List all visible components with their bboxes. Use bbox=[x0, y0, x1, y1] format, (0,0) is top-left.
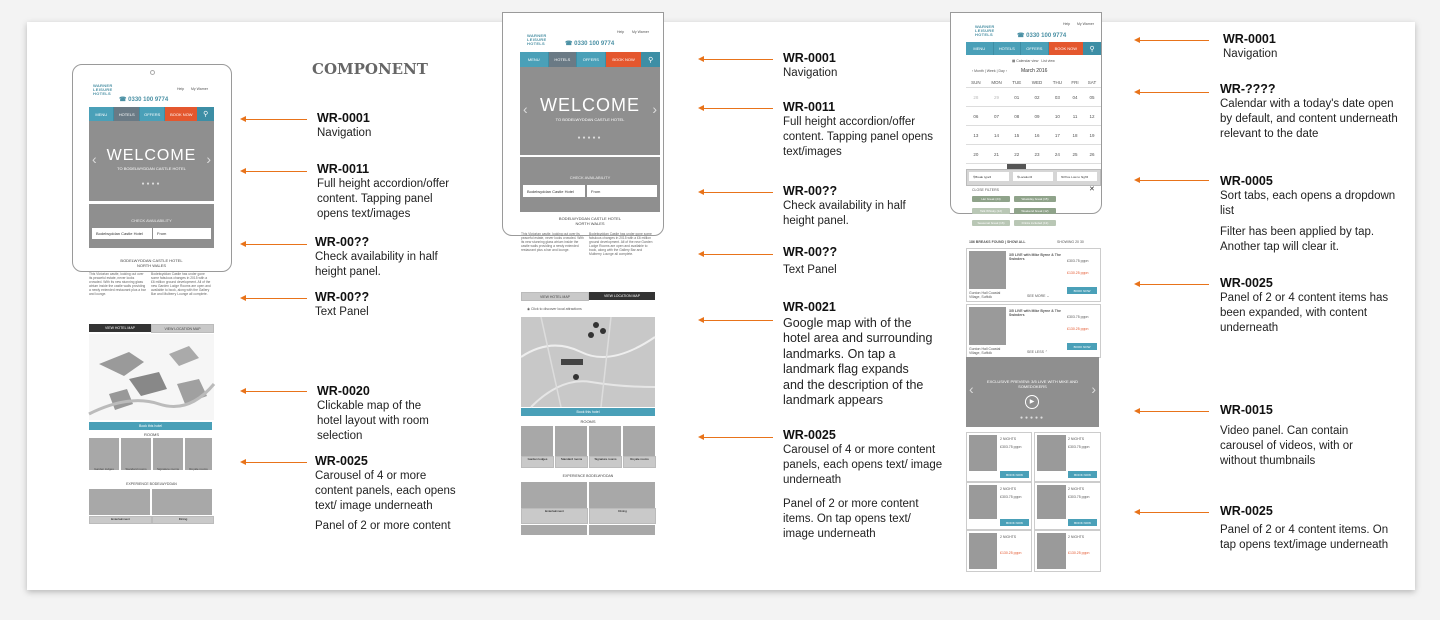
camera-dot bbox=[150, 70, 155, 75]
calendar-day[interactable]: 29 bbox=[986, 88, 1008, 107]
book-now-button[interactable]: BOOK NOW bbox=[1000, 519, 1029, 526]
chevron-left-icon[interactable]: ‹ bbox=[92, 151, 97, 167]
deal-save: £130.25 pppn bbox=[1067, 271, 1089, 275]
tab-location-map[interactable]: VIEW LOCATION MAP bbox=[151, 324, 214, 333]
wireframe-sheet bbox=[27, 22, 1415, 590]
calendar-week bbox=[966, 145, 1101, 164]
close-icon[interactable]: ✕ bbox=[1089, 186, 1095, 193]
annotation-arrow bbox=[703, 192, 773, 193]
annotation-arrow bbox=[245, 119, 307, 120]
nav-menu[interactable]: MENU bbox=[89, 107, 114, 121]
book-hotel-button[interactable]: Book this hotel bbox=[89, 422, 212, 430]
check-availability-title: CHECK AVAILABILITY bbox=[131, 218, 172, 223]
nav-book-now[interactable]: BOOK NOW bbox=[165, 107, 198, 121]
deal-image bbox=[969, 307, 1006, 345]
annotation-video-panel: WR-0015 Video panel. Can contain carousel of videos, with or without thumbnails bbox=[1220, 403, 1353, 467]
calendar-day[interactable]: 28 bbox=[966, 88, 986, 107]
carousel-dots[interactable]: ●●●●● bbox=[1019, 415, 1046, 421]
room-label: Standard rooms bbox=[555, 456, 588, 468]
weekday: TUE bbox=[1007, 77, 1026, 88]
deal-save: £130.25 pppn bbox=[1068, 551, 1090, 555]
calendar-day[interactable]: 22 bbox=[1007, 145, 1026, 164]
calendar-week bbox=[966, 107, 1101, 126]
tab-hotel-map[interactable]: VIEW HOTEL MAP bbox=[89, 324, 151, 332]
weekday: MON bbox=[986, 77, 1008, 88]
calendar-day[interactable]: 03 bbox=[1048, 88, 1067, 107]
calendar-day[interactable]: 02 bbox=[1026, 88, 1048, 107]
filter-chip[interactable]: Drinks included (13) bbox=[1014, 220, 1056, 226]
filter-chip[interactable]: Weekday break (15) bbox=[1014, 196, 1056, 202]
calendar-day[interactable]: 24 bbox=[1048, 145, 1067, 164]
deal-image bbox=[969, 533, 997, 569]
deal-card[interactable] bbox=[966, 248, 1101, 302]
book-now-button[interactable]: BOOK NOW bbox=[1068, 471, 1097, 478]
room-label: Garden lodges bbox=[521, 456, 554, 468]
hotel-name: Gunton Hall Coastal Village, Suffolk bbox=[969, 291, 1001, 299]
calendar-day[interactable]: 18 bbox=[1067, 126, 1083, 145]
deal-title: 3/5 LIVE with Mike Byrne & The Swinders bbox=[1009, 309, 1061, 317]
deal-price: £303.75 pppn bbox=[1067, 259, 1089, 263]
hero-subtitle: TO BODELWYDDAN CASTLE HOTEL bbox=[555, 117, 625, 122]
deal-nights: 2 NIGHTS bbox=[1068, 535, 1085, 539]
annotation-availability: WR-00?? Check availability in half height panel. bbox=[315, 235, 438, 278]
calendar-day[interactable]: 08 bbox=[1007, 107, 1026, 126]
calendar-day[interactable]: 07 bbox=[986, 107, 1008, 126]
calendar-day[interactable]: 15 bbox=[1007, 126, 1026, 145]
book-now-button[interactable]: BOOK NOW bbox=[1067, 343, 1097, 350]
text-panel-left: This Victorian castle, looking out over its peaceful estate, never looks crowded. With its new stunning glass atrium inside the castle walls providing a newly extended restaurant plus a bar and lounge. bbox=[521, 232, 584, 252]
room-label: Signature rooms bbox=[156, 467, 179, 471]
calendar-month: March 2016 bbox=[1021, 68, 1048, 74]
annotation-location-map: WR-0021 Google map with of the hotel area and surrounding landmarks. On tap a landmark flag expands and the description of the landmark appears bbox=[783, 300, 933, 407]
annotation-arrow bbox=[245, 298, 307, 299]
experience-card[interactable] bbox=[589, 525, 655, 535]
deal-price: £303.75 pppn bbox=[1000, 445, 1022, 449]
help-link[interactable]: Help bbox=[177, 87, 185, 91]
deal-price: £303.75 pppn bbox=[1067, 315, 1089, 319]
search-icon[interactable]: ⚲ bbox=[1084, 42, 1101, 55]
nav-menu[interactable]: MENU bbox=[520, 52, 549, 67]
annotation-arrow bbox=[245, 171, 307, 172]
calendar-day[interactable]: 12 bbox=[1083, 107, 1101, 126]
deal-save: £130.25 pppn bbox=[1067, 327, 1089, 331]
filter-chip[interactable]: Talk Whisky (12) bbox=[972, 208, 1010, 214]
search-icon[interactable]: ⚲ bbox=[642, 52, 660, 67]
calendar-day[interactable]: 09 bbox=[1026, 107, 1048, 126]
annotation-text-panel: WR-00?? Text Panel bbox=[315, 290, 370, 318]
nav-offers[interactable]: OFFERS bbox=[140, 107, 165, 121]
room-label: Royale rooms bbox=[189, 467, 208, 471]
experience-card[interactable] bbox=[589, 482, 655, 508]
pagination[interactable]: SHOWING 20 30 bbox=[1057, 240, 1084, 244]
deal-image bbox=[1037, 485, 1066, 519]
weekday: THU bbox=[1048, 77, 1067, 88]
hero-panel[interactable] bbox=[520, 67, 660, 155]
annotation-arrow bbox=[703, 320, 773, 321]
carousel-dots[interactable]: ●●●● bbox=[141, 181, 162, 187]
text-panel-right: Bodelwyddan Castle has under gone some fabulous changes in 2015 with a £6 million ground development. All of the new Garden Lodge Rooms are open and available to book, along with the Gallery Bar and Mulberry Lounge all complete. bbox=[589, 232, 653, 256]
weekday: SUN bbox=[966, 77, 986, 88]
brand-logo: WARNER LEISURE HOTELS bbox=[527, 33, 547, 46]
deal-nights: 2 NIGHTS bbox=[1068, 487, 1085, 491]
sort-location[interactable]: ⚲ Location ▾ bbox=[1013, 172, 1053, 181]
experience-label: Dining bbox=[152, 516, 214, 524]
chevron-right-icon[interactable]: › bbox=[1091, 381, 1096, 397]
my-warner-link[interactable]: My Warner bbox=[1077, 22, 1094, 26]
annotation-arrow bbox=[1139, 92, 1209, 93]
calendar-day[interactable]: 25 bbox=[1067, 145, 1083, 164]
text-panel-left: This Victorian castle, looking out over its peaceful estate, never looks crowded. With its new stunning glass atrium inside the castle walls providing a newly extended restaurant plus a bar and lounge. bbox=[89, 272, 146, 296]
hero-panel[interactable] bbox=[89, 121, 214, 201]
calendar-day[interactable]: 05 bbox=[1083, 88, 1101, 107]
experience-label: Entertainment bbox=[89, 516, 152, 524]
annotation-availability: WR-00?? Check availability in half height panel. bbox=[783, 184, 906, 227]
check-availability-title: CHECK AVAILABILITY bbox=[569, 175, 611, 180]
close-filters-label[interactable]: CLOSE FILTERS bbox=[972, 188, 999, 192]
deal-image bbox=[969, 485, 997, 519]
nav-hotels[interactable]: HOTELS bbox=[994, 42, 1022, 55]
from-date-field[interactable]: From bbox=[587, 185, 657, 197]
nav-menu[interactable]: MENU bbox=[966, 42, 994, 55]
brand-logo: WARNER LEISURE HOTELS bbox=[975, 24, 995, 37]
hotel-title: BODELWYDDAN CASTLE HOTEL NORTH WALES bbox=[120, 258, 183, 268]
phone-number[interactable]: ☎ 0330 100 9774 bbox=[119, 97, 169, 103]
see-less-link[interactable]: SEE LESS ⌃ bbox=[1027, 350, 1048, 354]
annotation-calendar: WR-???? Calendar with a today's date open by default, and content underneath relevant to the date bbox=[1220, 82, 1398, 140]
main-navigation bbox=[89, 107, 214, 121]
carousel-dots[interactable]: ●●●●● bbox=[577, 135, 603, 141]
calendar-period-tabs[interactable]: ‹ Month | Week | Day › bbox=[972, 69, 1007, 73]
room-card[interactable] bbox=[623, 426, 655, 456]
phone-number[interactable]: ☎ 0330 100 9774 bbox=[565, 41, 615, 47]
book-now-button[interactable]: BOOK NOW bbox=[1068, 519, 1097, 526]
calendar-week bbox=[966, 126, 1101, 145]
room-card[interactable] bbox=[589, 426, 621, 456]
deal-price: £303.75 pppn bbox=[1068, 445, 1090, 449]
annotation-arrow bbox=[245, 462, 307, 463]
weekday: FRI bbox=[1067, 77, 1083, 88]
calendar-day[interactable]: 14 bbox=[986, 126, 1008, 145]
chevron-right-icon[interactable]: › bbox=[652, 101, 657, 117]
nav-offers[interactable]: OFFERS bbox=[577, 52, 606, 67]
annotation-arrow bbox=[1139, 284, 1209, 285]
calendar-day[interactable]: 17 bbox=[1048, 126, 1067, 145]
chevron-left-icon[interactable]: ‹ bbox=[969, 381, 974, 397]
deal-image bbox=[969, 251, 1006, 289]
main-navigation bbox=[966, 42, 1101, 55]
annotation-rooms-carousel: WR-0025 Carousel of 4 or more content panels, each opens text/ image underneath Panel of 2 or more content bbox=[315, 454, 456, 532]
nav-offers[interactable]: OFFERS bbox=[1021, 42, 1049, 55]
sort-break-type[interactable]: ⚲ Break type ▾ bbox=[969, 172, 1009, 181]
calendar-day[interactable]: 23 bbox=[1026, 145, 1048, 164]
calendar-day[interactable]: 19 bbox=[1083, 126, 1101, 145]
weekday: WED bbox=[1026, 77, 1048, 88]
calendar-week bbox=[966, 88, 1101, 107]
calendar-day[interactable]: 21 bbox=[986, 145, 1008, 164]
view-toggle[interactable]: ▦ Calendar view List view bbox=[1012, 59, 1055, 63]
annotation-nav: WR-0001 Navigation bbox=[1223, 32, 1278, 60]
annotation-text-panel: WR-00?? Text Panel bbox=[783, 245, 838, 276]
room-card[interactable] bbox=[555, 426, 587, 456]
annotation-arrow bbox=[1139, 180, 1209, 181]
hero-welcome: WELCOME bbox=[106, 147, 197, 164]
annotation-hotel-map: WR-0020 Clickable map of the hotel layout with room selection bbox=[317, 384, 429, 442]
rooms-heading: ROOMS bbox=[143, 432, 160, 437]
hero-welcome: WELCOME bbox=[539, 95, 640, 115]
room-label: Garden lodges bbox=[94, 467, 114, 471]
deal-card-small[interactable] bbox=[1034, 432, 1101, 482]
my-warner-link[interactable]: My Warner bbox=[632, 30, 649, 34]
my-warner-link[interactable]: My Warner bbox=[191, 87, 208, 91]
annotation-arrow bbox=[703, 108, 773, 109]
filter-chip[interactable]: Her break (24) bbox=[972, 196, 1010, 202]
annotation-arrow bbox=[245, 244, 307, 245]
calendar-day[interactable]: 10 bbox=[1048, 107, 1067, 126]
calendar-day[interactable]: 16 bbox=[1026, 126, 1048, 145]
deal-image bbox=[969, 435, 997, 471]
annotation-expanded-panel: WR-0025 Panel of 2 or 4 content items has been expanded, with content underneath bbox=[1220, 276, 1389, 334]
text-panel-right: Bodelwyddan Castle has under gone some fabulous changes in 2015 with a £6 million ground development. All of the new Garden Lodge Rooms are open and available to book, along with the Gallery Bar and Mulberry Lounge all complete. bbox=[151, 272, 211, 296]
hotel-name: Gunton Hall Coastal Village, Suffolk bbox=[969, 347, 1001, 355]
annotation-nav: WR-0001 Navigation bbox=[317, 111, 372, 139]
room-label: Royale rooms bbox=[623, 456, 656, 468]
deal-card-small[interactable] bbox=[966, 482, 1032, 530]
room-label: Signature rooms bbox=[589, 456, 622, 468]
phone-number[interactable]: ☎ 0330 100 9774 bbox=[1017, 33, 1067, 39]
brand-logo: WARNER LEISURE HOTELS bbox=[93, 83, 113, 96]
help-link[interactable]: Help bbox=[617, 30, 625, 34]
annotation-arrow bbox=[1139, 411, 1209, 412]
annotation-arrow bbox=[703, 437, 773, 438]
experience-label: Entertainment bbox=[521, 508, 588, 524]
filter-chip[interactable]: Seasonal break (16) bbox=[972, 220, 1010, 226]
play-icon[interactable]: ▶ bbox=[1025, 395, 1039, 409]
deal-card-small[interactable] bbox=[966, 530, 1032, 572]
video-panel[interactable] bbox=[966, 357, 1099, 427]
book-hotel-button[interactable]: Book this hotel bbox=[521, 408, 655, 416]
deal-title: 3/5 LIVE with Mike Byrne & The Swinders bbox=[1009, 253, 1061, 261]
tab-hotel-map[interactable]: VIEW HOTEL MAP bbox=[521, 292, 589, 301]
deal-nights: 2 NIGHTS bbox=[1000, 535, 1017, 539]
experience-heading: EXPERIENCE BODELWYDDAN bbox=[562, 474, 614, 478]
sort-price[interactable]: ⇅ Price Low to high ▾ bbox=[1057, 172, 1097, 181]
room-label: Standard rooms bbox=[125, 467, 147, 471]
weekday-row bbox=[966, 77, 1101, 88]
calendar-day[interactable]: 06 bbox=[966, 107, 986, 126]
filter-chip-active[interactable]: Weekend break (12) bbox=[1014, 208, 1056, 214]
hotel-title: BODELWYDDAN CASTLE HOTEL NORTH WALES bbox=[558, 216, 622, 226]
weekday: SAT bbox=[1083, 77, 1101, 88]
nav-hotels[interactable]: HOTELS bbox=[114, 107, 139, 121]
deal-price: £303.75 pppn bbox=[1000, 495, 1022, 499]
component-heading: COMPONENT bbox=[312, 60, 428, 78]
rooms-heading: ROOMS bbox=[580, 419, 596, 424]
tab-location-map[interactable]: VIEW LOCATION MAP bbox=[589, 292, 655, 300]
deal-card[interactable] bbox=[966, 304, 1101, 358]
annotation-arrow bbox=[1139, 512, 1209, 513]
room-card[interactable] bbox=[121, 438, 151, 470]
experience-heading: EXPERIENCE BODELWYDDAN bbox=[126, 482, 177, 486]
calendar-day[interactable]: 01 bbox=[1007, 88, 1026, 107]
help-link[interactable]: Help bbox=[1063, 22, 1071, 26]
nav-book-now[interactable]: BOOK NOW bbox=[606, 52, 643, 67]
experience-card[interactable] bbox=[152, 489, 212, 515]
video-title: EXCLUSIVE PREVIEW: 3/5 LIVE WITH MIKE AND SOMEDOKERS bbox=[986, 379, 1079, 389]
hotel-select[interactable]: Bodelwyddan Castle Hotel bbox=[92, 228, 152, 239]
nav-hotels[interactable]: HOTELS bbox=[549, 52, 578, 67]
deal-save: £130.25 pppn bbox=[1000, 551, 1022, 555]
calendar-day[interactable]: 11 bbox=[1067, 107, 1083, 126]
book-now-button[interactable]: BOOK NOW bbox=[1000, 471, 1029, 478]
calendar-grid bbox=[966, 77, 1101, 183]
room-card[interactable] bbox=[89, 438, 119, 470]
hero-subtitle: TO BODELWYDDAN CASTLE HOTEL bbox=[117, 166, 186, 171]
deal-nights: 2 NIGHTS bbox=[1000, 487, 1017, 491]
calendar-day[interactable]: 04 bbox=[1067, 88, 1083, 107]
annotation-content-panel: WR-0025 Panel of 2 or 4 content items. On tap opens text/image underneath bbox=[1220, 504, 1389, 551]
annotation-arrow bbox=[703, 254, 773, 255]
deal-price: £303.75 pppn bbox=[1068, 495, 1090, 499]
calendar-day[interactable]: 13 bbox=[966, 126, 986, 145]
annotation-hero: WR-0011 Full height accordion/offer content. Tapping panel opens text/images bbox=[317, 162, 450, 220]
experience-card[interactable] bbox=[521, 525, 587, 535]
location-map[interactable] bbox=[521, 317, 655, 407]
deal-card-small[interactable] bbox=[1034, 482, 1101, 530]
annotation-sort-tabs: WR-0005 Sort tabs, each opens a dropdown list Filter has been applied by tap. Another tap will clear it. bbox=[1220, 174, 1396, 253]
calendar-day[interactable]: 26 bbox=[1083, 145, 1101, 164]
deal-nights: 2 NIGHTS bbox=[1068, 437, 1085, 441]
check-availability-panel bbox=[520, 157, 660, 212]
annotation-nav: WR-0001 Navigation bbox=[783, 51, 838, 79]
hotel-layout-map[interactable] bbox=[89, 334, 214, 420]
main-navigation bbox=[520, 52, 660, 67]
annotation-arrow bbox=[1139, 40, 1209, 41]
experience-label: Dining bbox=[589, 508, 656, 524]
room-card[interactable] bbox=[185, 438, 212, 470]
chevron-right-icon[interactable]: › bbox=[206, 151, 211, 167]
experience-card[interactable] bbox=[521, 482, 587, 508]
deal-nights: 2 NIGHTS bbox=[1000, 437, 1017, 441]
experience-card[interactable] bbox=[89, 489, 150, 515]
nav-book-now[interactable]: BOOK NOW bbox=[1049, 42, 1084, 55]
room-card[interactable] bbox=[521, 426, 553, 456]
book-now-button[interactable]: BOOK NOW bbox=[1067, 287, 1097, 294]
calendar-day[interactable]: 20 bbox=[966, 145, 986, 164]
search-icon[interactable]: ⚲ bbox=[198, 107, 214, 121]
annotation-arrow bbox=[703, 59, 773, 60]
deal-image bbox=[1037, 533, 1066, 569]
map-hint: ◉ Click to discover local attractions bbox=[527, 307, 582, 311]
deal-image bbox=[1037, 435, 1066, 471]
annotation-arrow bbox=[245, 391, 307, 392]
result-count: 186 BREAKS FOUND | SHOW ALL bbox=[969, 240, 1026, 244]
room-card[interactable] bbox=[153, 438, 183, 470]
annotation-rooms-carousel: WR-0025 Carousel of 4 or more content panels, each opens text/ image underneath Panel of 2 or more content items. On tap opens text/ image underneath bbox=[783, 428, 943, 540]
deal-card-small[interactable] bbox=[1034, 530, 1101, 572]
deal-card-small[interactable] bbox=[966, 432, 1032, 482]
annotation-hero: WR-0011 Full height accordion/offer content. Tapping panel opens text/images bbox=[783, 100, 934, 158]
check-availability-panel bbox=[89, 204, 214, 248]
chevron-left-icon[interactable]: ‹ bbox=[523, 101, 528, 117]
hotel-select[interactable]: Bodelwyddan Castle Hotel bbox=[523, 185, 585, 197]
from-date-field[interactable]: From bbox=[153, 228, 211, 239]
see-more-link[interactable]: SEE MORE ⌄ bbox=[1027, 294, 1050, 298]
